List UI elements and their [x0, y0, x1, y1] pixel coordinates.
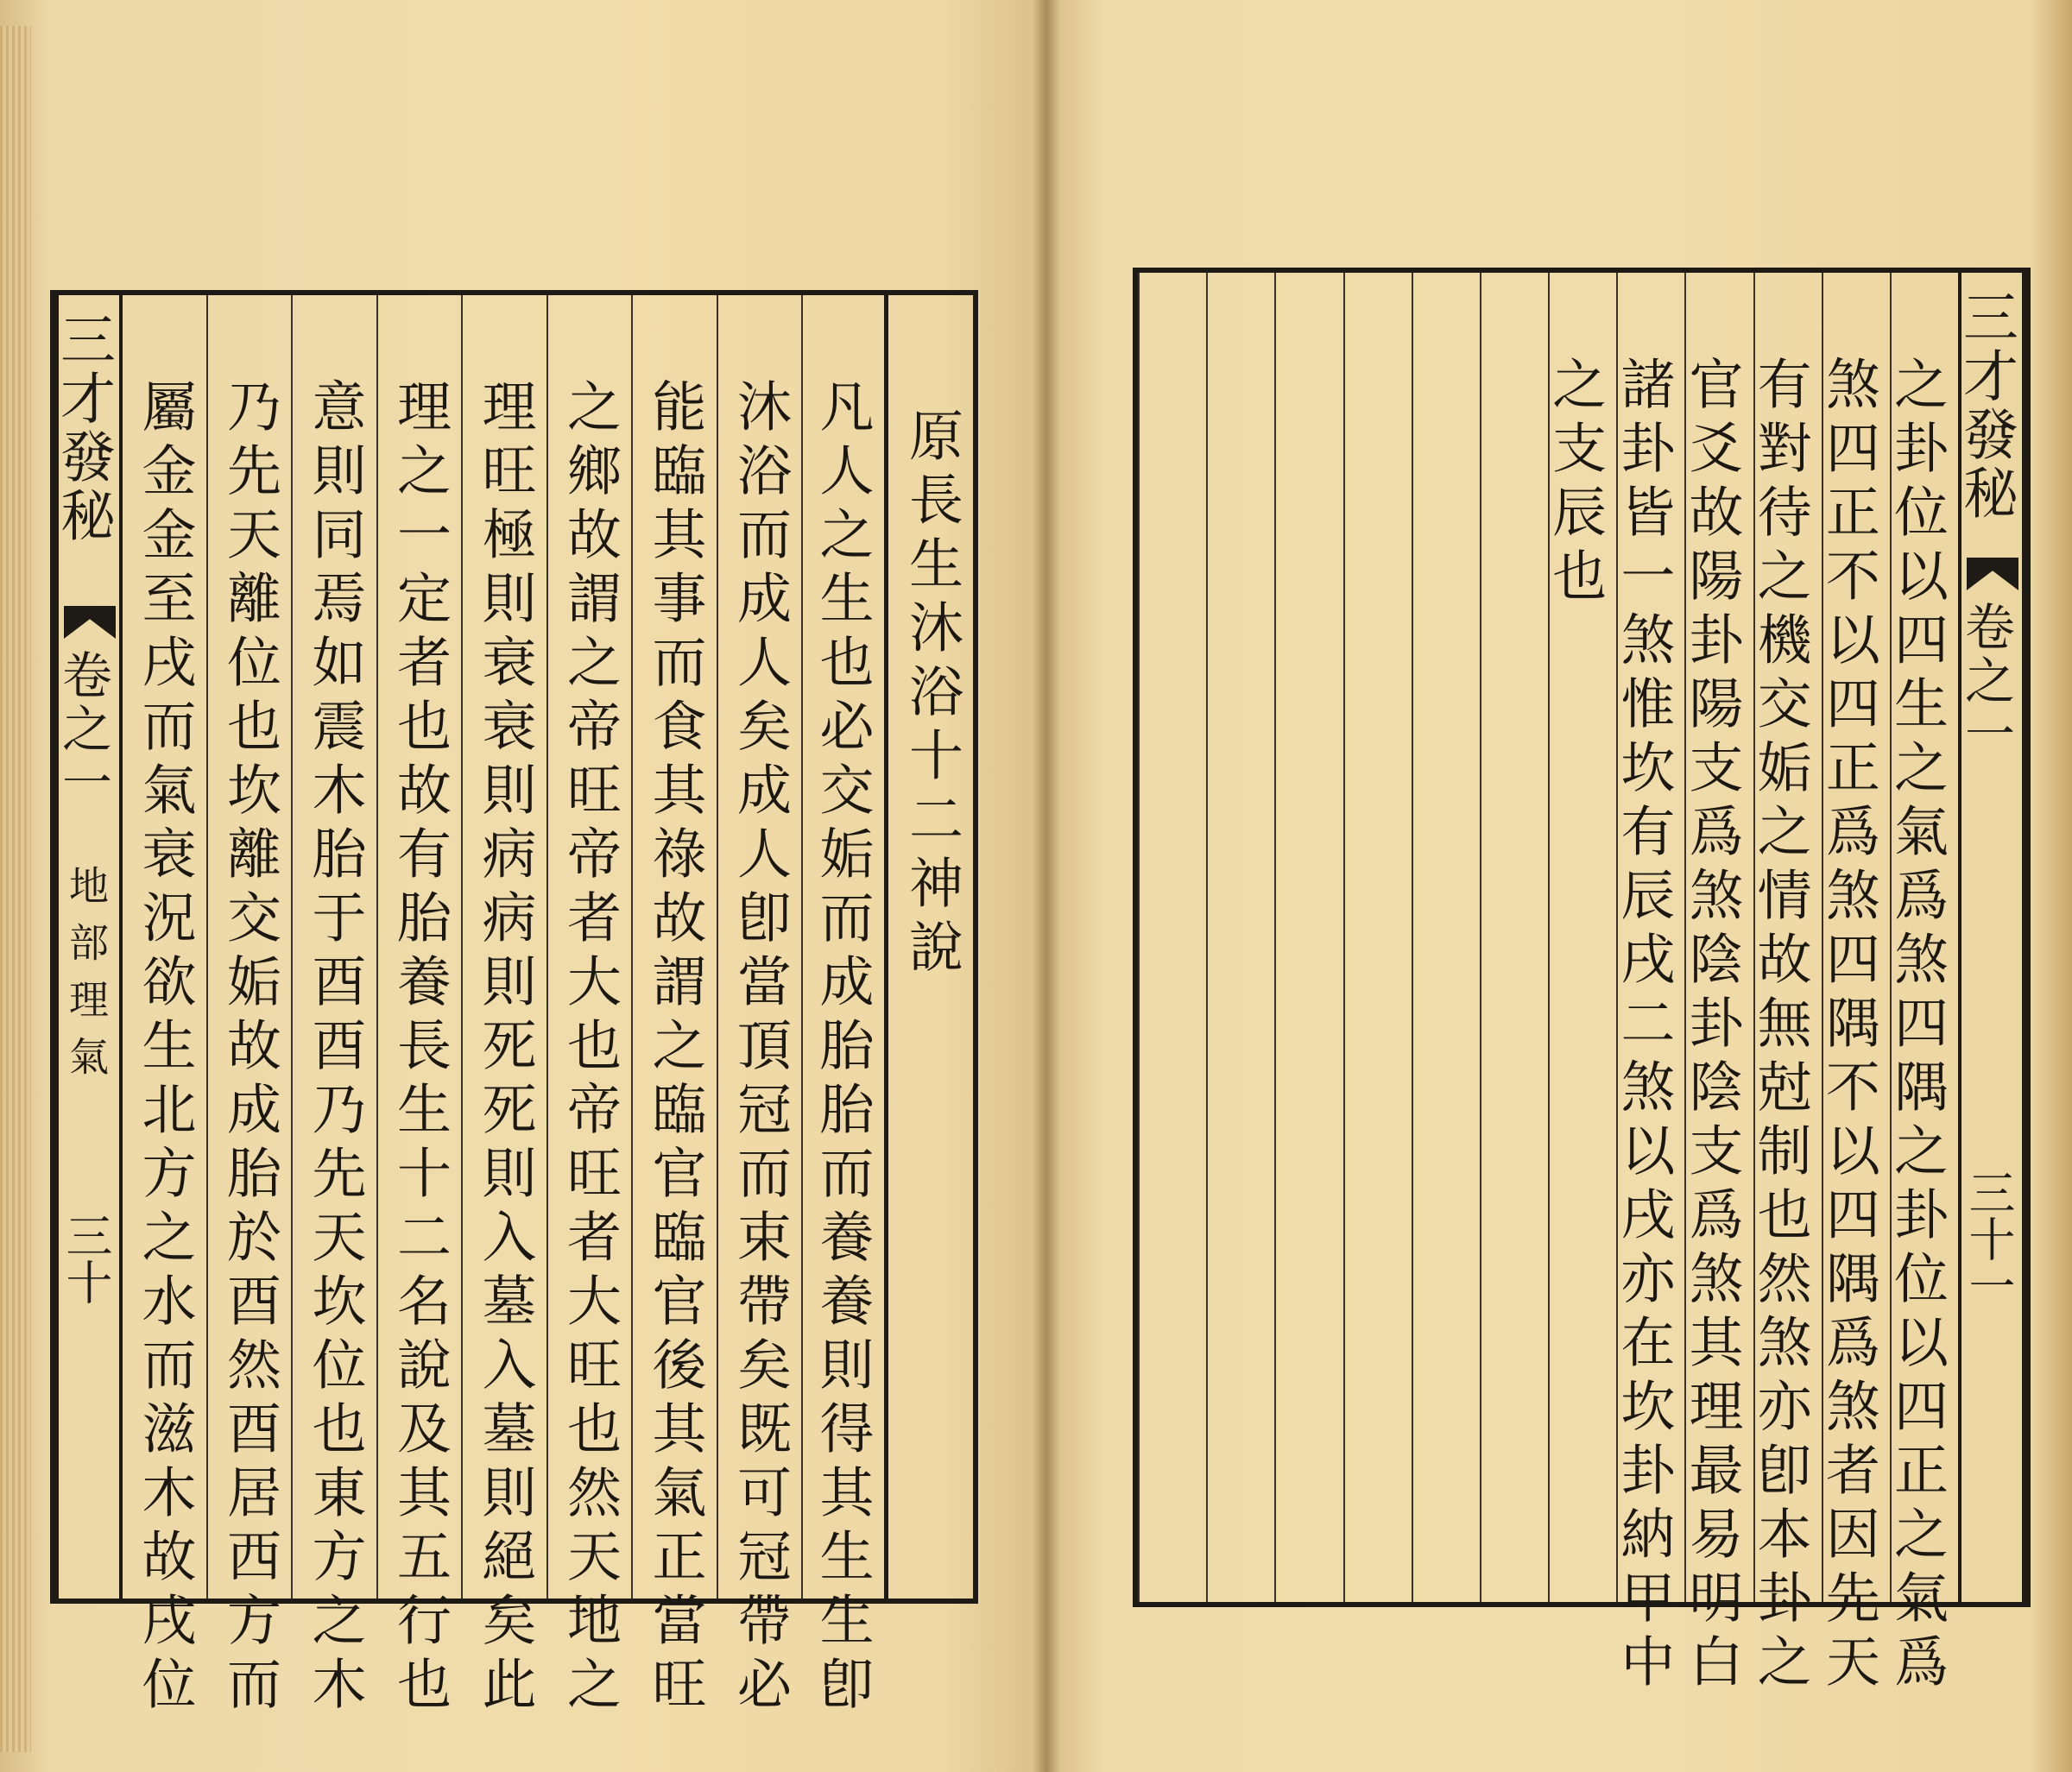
- empty-column: [1343, 273, 1412, 1602]
- column-text: 有對待之機交姤之情故無尅制也然煞亦卽本卦之: [1748, 356, 1812, 1697]
- column-text: 意則同焉如震木胎于酉酉乃先天坎位也東方之木: [303, 378, 367, 1719]
- column-text: 理旺極則衰衰則病病則死死則入墓入墓則絕矣此: [473, 378, 537, 1719]
- column-text: 之支辰也: [1544, 356, 1608, 611]
- column-text: 凡人之生也必交姤而成胎胎而養養則得其生生卽: [811, 378, 875, 1719]
- text-column: [463, 295, 548, 1719]
- section-label: 地部理氣: [63, 865, 110, 1093]
- column-text: 理之一定者也故有胎養長生十二名說及其五行也: [388, 378, 452, 1719]
- column-text: 乃先天離位也坎離交姤故成胎於酉然酉居西方而: [218, 378, 281, 1719]
- volume-label: 卷之一: [1956, 601, 2015, 761]
- text-column: [548, 295, 634, 1719]
- page-edge-stack: [0, 26, 31, 1752]
- text-column: [633, 295, 718, 1719]
- right-margin-band: [1954, 273, 2025, 1602]
- text-column: [1544, 273, 1616, 1602]
- text-column: [1680, 273, 1753, 1697]
- text-column: [1612, 273, 1684, 1697]
- right-page-frame: [1133, 268, 2031, 1697]
- text-column: [803, 295, 888, 1719]
- book-title: 三才發秘: [1954, 288, 2018, 523]
- column-text: 沐浴而成人矣成人卽當頂冠而束帶矣既可冠帶必: [729, 378, 792, 1719]
- text-column: [123, 295, 208, 1719]
- text-column: [293, 295, 378, 1719]
- empty-column: [1480, 273, 1548, 1602]
- column-text: 之鄉故謂之帝旺帝者大也帝旺者大旺也然天地之: [559, 378, 622, 1719]
- empty-column: [1412, 273, 1480, 1602]
- left-margin-band: [51, 295, 123, 1599]
- chapter-heading: 原長生沐浴十二神說: [900, 407, 963, 982]
- text-column: [1816, 273, 1890, 1697]
- column-text: 諸卦皆一煞惟坎有辰戌二煞以戌亦在坎卦納甲中: [1612, 356, 1676, 1697]
- column-text: 能臨其事而食其祿故謂之臨官臨官後其氣正當旺: [643, 378, 707, 1719]
- page-number: 三十一: [1961, 1169, 2016, 1309]
- left-page-frame: [50, 290, 978, 1719]
- page-number: 三十: [59, 1212, 113, 1305]
- text-column: [378, 295, 464, 1719]
- empty-column: [1206, 273, 1274, 1602]
- text-column: [1748, 273, 1822, 1697]
- column-text: 屬金金至戌而氣衰況欲生北方之水而滋木故戌位: [133, 378, 197, 1719]
- text-column: [718, 295, 804, 1719]
- column-text: 煞四正不以四正爲煞四隅不以四隅爲煞者因先天: [1816, 356, 1880, 1697]
- text-column: [208, 295, 294, 1719]
- fish-tail-mark: [64, 606, 116, 639]
- volume-label: 卷之一: [54, 649, 112, 810]
- column-text: 之卦位以四生之氣爲煞四隅之卦位以四正之氣爲: [1885, 356, 1949, 1697]
- empty-column: [1274, 273, 1342, 1602]
- fish-tail-mark: [1967, 558, 2018, 590]
- column-text: 官爻故陽卦陽支爲煞陰卦陰支爲煞其理最易明白: [1680, 356, 1744, 1697]
- text-column: [1885, 273, 1958, 1697]
- text-column: [888, 295, 974, 1599]
- book-title: 三才發秘: [51, 311, 115, 545]
- empty-column: [1138, 273, 1206, 1602]
